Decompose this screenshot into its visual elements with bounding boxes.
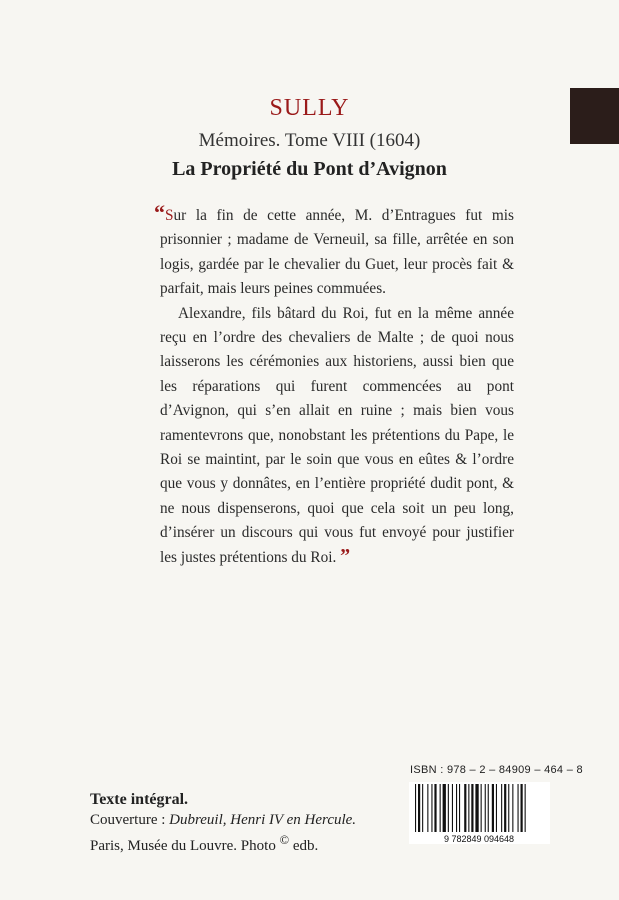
barcode-bar [443,784,446,832]
barcode-bar [452,784,453,832]
closing-quote-mark: ” [340,544,351,567]
book-title: La Propriété du Pont d’Avignon [172,158,447,180]
barcode-bar [415,784,416,832]
drop-cap-letter: S [165,207,174,224]
photographer-name: edb. [289,838,319,854]
barcode-digits: 9 782849 094648 [443,834,515,844]
opening-quote-mark: “ [154,200,165,225]
barcode-bar [508,784,509,832]
barcode [409,782,550,844]
barcode-bar [496,784,497,832]
barcode-bar [431,784,432,832]
credits-block [90,790,356,856]
barcode-bar [440,784,441,832]
barcode-bar [501,784,502,832]
photo-location: Paris, Musée du Louvre. Photo [90,838,280,854]
barcode-bar [456,784,457,832]
barcode-bar [512,784,513,832]
barcode-bar [481,784,482,832]
barcode-bar [464,784,466,832]
excerpt-text [154,200,514,570]
barcode-bar [471,784,473,832]
barcode-bar [468,784,469,832]
photo-credit [90,830,356,856]
isbn-number: ISBN : 978 – 2 – 84909 – 464 – 8 [410,764,583,776]
barcode-bar [488,784,489,832]
barcode-bar [434,784,436,832]
paragraph-1-text: ur la fin de cette année, M. d’Entragues fut mis prisonnier ; madame de Verneuil, sa fille, arrêtée en son logis, gardée par le chevalier du Guet, leur procès fait & parfait, mais leurs peines commuées. [160,207,514,298]
barcode-bar [485,784,486,832]
barcode-bars [409,782,550,844]
barcode-bar [518,784,519,832]
paragraph-2-text: Alexandre, fils bâtard du Roi, fut en la même année reçu en l’ordre des chevaliers de Malte ; de quoi nous laisserons les cérémonies aux historiens, aussi bien que les réparations qui furent commencées au pont d’Avignon, qui s’en allait en ruine ; mais bien vous ramentevrons que, nonobstant les prétentions du Pape, le Roi se maintint, par le soin que vous en eûtes & l’ordre que vous y donnâtes, en l’entière propriété dudit pont, & ne nous dispenserons, quoi que cela soit un peu long, d’insérer un discours qui vous fut envoyé pour justifier les justes prétentions du Roi. [160,304,514,566]
barcode-bar [418,784,420,832]
excerpt-paragraph-2 [160,302,514,570]
barcode-bar [492,784,494,832]
barcode-bar [504,784,506,832]
barcode-bar [422,784,423,832]
barcode-bar [459,784,460,832]
barcode-bar [525,784,526,832]
volume-subtitle: Mémoires. Tome VIII (1604) [198,130,421,151]
barcode-bar [427,784,428,832]
copyright-symbol: © [279,833,290,847]
barcode-bar [521,784,523,832]
excerpt-paragraph-1 [154,200,514,302]
cover-label: Couverture : [90,812,170,828]
barcode-bar [475,784,478,832]
barcode-bar [448,784,449,832]
cover-work-title: Dubreuil, Henri IV en Hercule. [169,812,357,828]
author-name: SULLY [269,95,350,121]
cover-credit [90,810,356,830]
integral-text-label: Texte intégral. [90,791,189,808]
